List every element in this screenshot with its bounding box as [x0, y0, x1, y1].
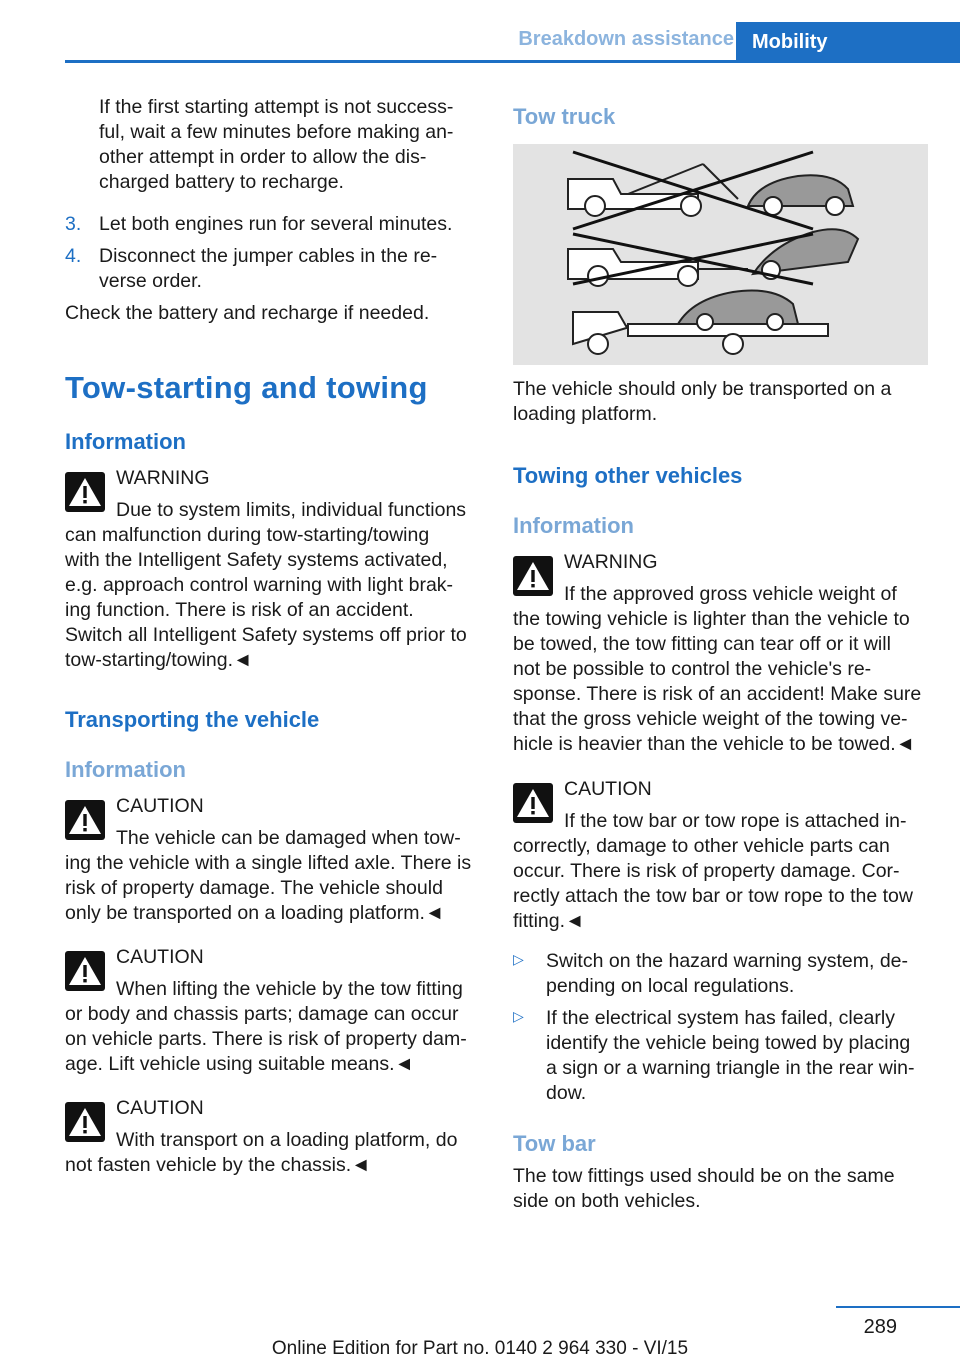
warning-text: that the gross vehicle weight of the towing ve- — [513, 708, 908, 730]
step-text: Disconnect the jumper cables in the re- — [99, 245, 438, 267]
triangle-bullet-icon: ▷ — [513, 951, 524, 967]
footer-rule — [836, 1306, 960, 1308]
warning-text: e.g. approach control warning with light brak- — [65, 574, 454, 596]
warning-block — [513, 550, 928, 757]
step-item — [65, 212, 480, 237]
warning-text: not be possible to control the vehicle's re- — [513, 658, 872, 680]
warning-triangle-icon — [513, 783, 553, 823]
header-rule — [65, 60, 960, 63]
warning-text: ing function. There is risk of an accident. — [65, 599, 414, 621]
caution-text: correctly, damage to other vehicle parts can — [513, 835, 890, 857]
warning-triangle-icon — [65, 1102, 105, 1142]
warning-block — [65, 466, 480, 673]
warning-text: Due to system limits, individual functions — [116, 499, 467, 521]
warning-triangle-icon — [65, 951, 105, 991]
caution-label: CAUTION — [116, 1097, 204, 1119]
heading-tow-bar: Tow bar — [513, 1131, 596, 1156]
caution-text: not fasten vehicle by the chassis.◄ — [65, 1154, 371, 1176]
caution-label: CAUTION — [116, 795, 204, 817]
warning-label: WARNING — [564, 551, 658, 573]
heading-tow-truck: Tow truck — [513, 104, 616, 129]
list-item-text: a sign or a warning triangle in the rear win- — [546, 1057, 915, 1079]
intro-line: other attempt in order to allow the dis- — [99, 146, 427, 168]
caution-text: ing the vehicle with a single lifted axle. There is — [65, 852, 472, 874]
warning-text: tow-starting/towing.◄ — [65, 649, 253, 671]
platform-text: loading platform. — [513, 403, 658, 425]
caution-block — [65, 945, 480, 1077]
step-text: Let both engines run for several minutes. — [99, 213, 453, 235]
warning-text: If the approved gross vehicle weight of — [564, 583, 897, 605]
caution-text: occur. There is risk of property damage. Cor- — [513, 860, 900, 882]
chapter-tab: Mobility — [736, 22, 960, 62]
list-item — [513, 949, 928, 999]
list-item-text: pending on local regulations. — [546, 975, 795, 997]
list-item-text: identify the vehicle being towed by placing — [546, 1032, 911, 1054]
tow-truck-drawing — [513, 144, 928, 365]
caution-text: rectly attach the tow bar or tow rope to the tow — [513, 885, 913, 907]
caution-text: or body and chassis parts; damage can occur — [65, 1003, 459, 1025]
warning-text: hicle is heavier than the vehicle to be towed.◄ — [513, 733, 915, 755]
warning-text: be towed, the tow fitting can tear off or it will — [513, 633, 891, 655]
heading-information: Information — [65, 757, 186, 782]
caution-text: only be transported on a loading platform.◄ — [65, 902, 445, 924]
platform-paragraph — [513, 377, 928, 427]
caution-block — [513, 777, 928, 934]
intro-line: If the first starting attempt is not success- — [99, 96, 454, 118]
step-text: verse order. — [99, 270, 202, 292]
caution-label: CAUTION — [116, 946, 204, 968]
platform-text: The vehicle should only be transported on a — [513, 378, 892, 400]
intro-line: charged battery to recharge. — [99, 171, 344, 193]
caution-text: If the tow bar or tow rope is attached in- — [564, 810, 907, 832]
page-number: 289 — [863, 1316, 897, 1338]
warning-triangle-icon — [65, 800, 105, 840]
intro-line: ful, wait a few minutes before making an- — [99, 121, 454, 143]
warning-text: Switch all Intelligent Safety systems off prior to — [65, 624, 467, 646]
check-battery-text: Check the battery and recharge if needed. — [65, 302, 430, 324]
warning-text: the towing vehicle is lighter than the vehicle to — [513, 608, 910, 630]
warning-text: can malfunction during tow-starting/towing — [65, 524, 430, 546]
heading-transporting: Transporting the vehicle — [65, 707, 320, 732]
step-number: 4. — [65, 245, 82, 267]
heading-information: Information — [65, 429, 186, 454]
triangle-bullet-icon: ▷ — [513, 1008, 524, 1024]
warning-text: sponse. There is risk of an accident! Make sure — [513, 683, 922, 705]
tow-bar-paragraph — [513, 1164, 928, 1214]
step-item — [65, 244, 480, 294]
warning-text: with the Intelligent Safety systems activated, — [65, 549, 448, 571]
heading-information: Information — [513, 513, 634, 538]
intro-paragraph — [65, 95, 480, 195]
warning-triangle-icon — [513, 556, 553, 596]
page-header — [0, 0, 960, 64]
caution-text: When lifting the vehicle by the tow fitting — [116, 978, 463, 1000]
caution-text: age. Lift vehicle using suitable means.◄ — [65, 1053, 414, 1075]
warning-triangle-icon — [65, 472, 105, 512]
list-item-text: Switch on the hazard warning system, de- — [546, 950, 909, 972]
list-item-text: If the electrical system has failed, clearly — [546, 1007, 895, 1029]
caution-text: With transport on a loading platform, do — [116, 1129, 458, 1151]
step-number: 3. — [65, 213, 82, 235]
caution-text: on vehicle parts. There is risk of property dam- — [65, 1028, 467, 1050]
tow-bar-text: side on both vehicles. — [513, 1190, 701, 1212]
section-tab: Breakdown assistance — [518, 28, 734, 50]
caution-text: fitting.◄ — [513, 910, 585, 932]
heading-tow-starting: Tow-starting and towing — [65, 370, 428, 405]
caution-label: CAUTION — [564, 778, 652, 800]
list-item — [513, 1006, 928, 1106]
tow-truck-illustration — [513, 144, 928, 365]
warning-label: WARNING — [116, 467, 210, 489]
tow-bar-text: The tow fittings used should be on the same — [513, 1165, 895, 1187]
caution-text: The vehicle can be damaged when tow- — [116, 827, 461, 849]
list-item-text: dow. — [546, 1082, 587, 1104]
caution-text: risk of property damage. The vehicle should — [65, 877, 443, 899]
edition-footer: Online Edition for Part no. 0140 2 964 330 - VI/15 — [271, 1338, 689, 1359]
caution-block — [65, 794, 480, 926]
heading-towing-other: Towing other vehicles — [513, 463, 743, 488]
caution-block — [65, 1096, 480, 1178]
